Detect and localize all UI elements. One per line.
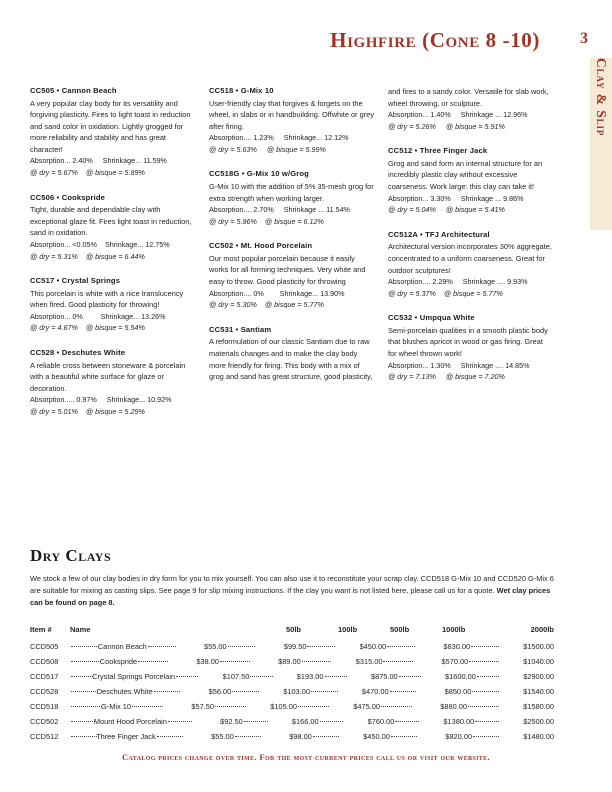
dry-value: @ dry = 5.63% (209, 144, 257, 154)
clay-entry-description: G-Mix 10 with the addition of 5% 35-mesh grog for extra strength when working larger. (209, 181, 374, 203)
row-price-50lb: $38.00 (196, 657, 219, 666)
clay-entry-description: A very popular clay body for its versatility and forgiving plasticity. Fires to light toast in reduction and sand color in oxidation. Lightly grogged for more reliability and stability and has great character! (30, 98, 191, 154)
column-3 (388, 86, 553, 431)
clay-entry-specs (30, 239, 195, 251)
row-name: Three Finger Jack (96, 732, 156, 741)
clay-entry (209, 325, 374, 383)
shrinkage-value: 14.85% (505, 360, 530, 370)
clay-entry (30, 348, 195, 417)
leader-dots (227, 641, 255, 652)
clay-entry-moisture (388, 204, 553, 216)
row-item-number: CCD508 (30, 657, 59, 666)
shrinkage-label: Shrinkage... (283, 133, 323, 143)
column-header-50lb: 50lb (286, 625, 302, 634)
page-title: Highfire (Cone 8 -10) (330, 28, 540, 52)
clay-entry-title: CC532 • Umpqua White (388, 313, 475, 323)
row-price-50lb: $92.50 (220, 717, 243, 726)
dry-clays-intro-text: We stock a few of our clay bodies in dry form for you to mix yourself. You can also use it to reconstitute your scrap clay. CCD518 G-Mix 10 and CCD520 G-Mix 6 are suitable for mixing as casting slips. See page 9 for slip mixing instructions. If the clay you want is not listed here, please call us for a quote. (30, 574, 554, 595)
shrinkage-label: Shrinkage ... (460, 193, 502, 203)
shrinkage-value: 10.92% (147, 395, 172, 405)
row-price-2000lb: $2900.00 (523, 672, 555, 681)
column-1 (30, 86, 195, 431)
row-price-2000lb: $1040.00 (523, 657, 554, 666)
leader-dots (324, 671, 346, 682)
row-price-1000lb: $880.00 (440, 702, 467, 711)
row-price-2000lb: $1500.00 (523, 642, 554, 651)
column-header-2000lb: 2000lb (530, 625, 554, 634)
absorption-value: 1.23% (253, 133, 274, 143)
bisque-value: @ bisque = 5.89% (85, 168, 145, 178)
dry-clays-intro (30, 573, 554, 609)
row-price-2000lb: $2500.00 (523, 717, 555, 726)
clay-entry (30, 276, 195, 334)
shrinkage-label: Shrinkage... (104, 239, 144, 249)
page-header (0, 28, 612, 62)
row-price-100lb: $99.50 (283, 642, 307, 651)
row-price-1000lb: $1600.00 (445, 672, 476, 681)
clay-entry (30, 86, 195, 179)
row-item-number: CCD512 (30, 732, 59, 741)
clay-entry-description: A reformulation of our classic Santiam due to raw materials changes and to make the clay body more friendly for firing. This body with a mix of grog and sand has great structure, good plasticity, (209, 337, 373, 382)
price-table-header-row (30, 625, 554, 634)
row-item-number: CCD502 (30, 717, 59, 726)
leader-dots (468, 656, 498, 667)
leader-dots (301, 656, 331, 667)
section-tab-label: Clay & Slip (594, 58, 609, 137)
dry-value: @ dry = 7.13% (388, 372, 436, 382)
shrinkage-label: Shrinkage ... (283, 205, 325, 215)
absorption-label: Absorption... (388, 360, 429, 370)
absorption-label: Absorption... (388, 193, 429, 203)
row-price-100lb: $166.00 (291, 717, 319, 726)
absorption-label: Absorption.... (388, 277, 431, 287)
table-row (30, 656, 554, 667)
dry-value: @ dry = 5.04% (388, 205, 436, 215)
leader-dots (390, 731, 416, 742)
bisque-value: @ bisque = 5.29% (85, 406, 145, 416)
absorption-value: 1.30% (430, 360, 451, 370)
clay-entry-moisture (388, 121, 553, 133)
clay-entry-title: CC518G • G-Mix 10 w/Grog (209, 169, 309, 179)
dry-clays-heading: Dry Clays (30, 546, 112, 565)
dry-value: @ dry = 4.67% (30, 323, 78, 333)
shrinkage-value: 9.93% (507, 277, 528, 287)
column-header-100lb: 100lb (338, 625, 358, 634)
clay-entry-description: Tight, durable and dependable clay with exceptional glaze fit. Fires light toast in reduction, sand in oxidation. (30, 205, 192, 238)
clay-entry (388, 230, 553, 299)
clay-entry (209, 169, 374, 227)
row-price-2000lb: $1580.00 (523, 702, 554, 711)
leader-dots (70, 731, 96, 742)
clay-entry-title: CC506 • Cookspride (30, 192, 105, 202)
clay-entry-specs (209, 132, 374, 144)
clay-entry-moisture (388, 288, 553, 300)
shrinkage-label: Shrinkage ... (460, 110, 502, 120)
leader-dots (389, 686, 416, 697)
leader-dots (398, 671, 420, 682)
page-number: 3 (580, 30, 588, 47)
row-item-number: CCD505 (30, 642, 59, 651)
dry-value: @ dry = 5.96% (209, 216, 257, 226)
shrinkage-value: 9.86% (503, 193, 524, 203)
absorption-label: Absorption..... (30, 395, 75, 405)
row-name: Crystal Springs Porcelain (92, 672, 176, 681)
bisque-value: @ bisque = 5.77% (443, 288, 503, 298)
leader-dots (147, 641, 175, 652)
leader-dots (219, 656, 249, 667)
column-header-1000lb: 1000lb (442, 625, 466, 634)
clay-entry (209, 86, 374, 155)
leader-dots (214, 701, 245, 712)
clay-entry-title: CC528 • Deschutes White (30, 348, 126, 357)
row-price-1000lb: $820.00 (445, 732, 472, 741)
leader-dots (297, 701, 328, 712)
clay-entry-title: CC518 • G-Mix 10 (209, 86, 274, 95)
leader-dots (243, 716, 267, 727)
clay-entry-specs (30, 311, 195, 323)
leader-dots (70, 686, 97, 697)
row-name: Cookspride (99, 657, 138, 666)
clay-entry-title: CC512A • TFJ Architectural (388, 229, 490, 239)
row-item-number: CCD528 (30, 687, 59, 696)
leader-dots (380, 701, 411, 712)
dry-value: @ dry = 5.26% (388, 121, 436, 131)
leader-dots (471, 686, 498, 697)
dry-value: @ dry = 5.31% (30, 251, 78, 261)
bisque-value: @ bisque = 6.44% (85, 251, 145, 261)
row-price-100lb: $103.00 (283, 687, 310, 696)
absorption-value: 2.40% (72, 156, 93, 166)
leader-dots (137, 656, 167, 667)
shrinkage-value: 11.59% (143, 156, 167, 166)
leader-dots (319, 716, 343, 727)
leader-dots (386, 641, 414, 652)
table-row (30, 731, 554, 742)
bisque-value: @ bisque = 5.99% (266, 144, 326, 154)
clay-entry-title: CC517 • Crystal Springs (30, 276, 121, 286)
clay-entry-specs (388, 109, 553, 121)
clay-entry-specs (209, 204, 374, 216)
row-price-50lb: $56.00 (208, 687, 232, 696)
section-tab (590, 58, 612, 230)
leader-dots (382, 656, 412, 667)
clay-entry-moisture (209, 216, 374, 228)
bisque-value: @ bisque = 5.91% (445, 121, 505, 131)
table-row (30, 641, 554, 652)
absorption-label: Absorption.... (209, 288, 252, 298)
clay-entry (388, 313, 553, 382)
absorption-value: <0.05% (72, 239, 97, 249)
bisque-value: @ bisque = 6.12% (264, 216, 324, 226)
dry-clays-intro-bold: Wet clay prices can be found on page 8. (30, 586, 551, 607)
shrinkage-label: Shrinkage... (100, 311, 140, 321)
bisque-value: @ bisque = 5.54% (85, 323, 145, 333)
shrinkage-label: Shrinkage .... (462, 277, 506, 287)
leader-dots (70, 701, 101, 712)
clay-entry-description: A reliable cross between stoneware & porcelain with a beautiful white surface for glaze or decoration. (30, 360, 186, 393)
header-spacer (210, 625, 286, 634)
dry-clays-section (30, 546, 554, 746)
row-price-500lb: $875.00 (370, 672, 398, 681)
column-header-item: Item # (30, 625, 52, 634)
leader-dots (394, 716, 418, 727)
row-price-1000lb: $850.00 (444, 687, 472, 696)
dry-value: @ dry = 5.30% (209, 300, 257, 310)
leader-dots (310, 686, 337, 697)
table-row (30, 671, 554, 682)
absorption-value: 0% (253, 288, 264, 298)
absorption-value: 3.30% (430, 193, 451, 203)
row-price-50lb: $57.50 (191, 702, 214, 711)
price-table (30, 625, 554, 742)
dry-value: @ dry = 5.37% (388, 288, 436, 298)
leader-dots (167, 716, 191, 727)
shrinkage-value: 12.96% (503, 110, 528, 120)
leader-dots (467, 701, 498, 712)
row-price-500lb: $315.00 (355, 657, 383, 666)
row-price-1000lb: $570.00 (441, 657, 469, 666)
absorption-value: 0.97% (76, 395, 97, 405)
row-name: Deschutes White (96, 687, 153, 696)
row-price-500lb: $760.00 (367, 717, 395, 726)
page-footer: Catalog prices change over time. For the most current prices call us or visit our website. (122, 752, 490, 762)
row-price-500lb: $475.00 (353, 702, 380, 711)
row-item-number: CCD518 (30, 702, 59, 711)
clay-entry-title: CC505 • Cannon Beach (30, 86, 117, 95)
absorption-value: 2.29% (432, 277, 453, 287)
row-price-100lb: $105.00 (270, 702, 297, 711)
leader-dots (306, 641, 334, 652)
clay-entry-title: CC531 • Santiam (209, 324, 272, 334)
clay-entry-description: Semi-porcelain qualities in a smooth plastic body that blushes apricot in wood or gas firing. Great for wheel thrown work! (388, 325, 548, 358)
clay-entry-specs (388, 360, 553, 372)
bisque-value: @ bisque = 5.77% (264, 300, 324, 310)
clay-entry-moisture (209, 144, 374, 156)
clay-entry-moisture (388, 371, 553, 383)
row-price-500lb: $450.00 (363, 732, 390, 741)
clay-entry-moisture (209, 299, 374, 311)
clay-entry-specs (30, 155, 195, 167)
row-price-500lb: $470.00 (361, 687, 389, 696)
leader-dots (70, 671, 92, 682)
leader-dots (476, 671, 498, 682)
absorption-value: 0% (72, 311, 83, 321)
row-price-1000lb: $1380.00 (443, 717, 475, 726)
shrinkage-value: 13.26% (141, 311, 166, 321)
clay-entry-description: Our most popular porcelain because it easily works for all forming techniques. Very white and easy to throw. Good plasticity for throwing (209, 253, 366, 287)
shrinkage-label: Shrinkage... (106, 395, 146, 405)
shrinkage-label: Shrinkage .... (460, 360, 504, 370)
clay-entry-moisture (30, 406, 195, 418)
row-price-50lb: $55.00 (203, 642, 227, 651)
absorption-value: 2.70% (253, 205, 274, 215)
shrinkage-value: 12.75% (145, 239, 170, 249)
column-header-name: Name (70, 625, 91, 634)
table-row (30, 701, 554, 712)
absorption-value: 1.40% (430, 110, 451, 120)
dry-value: @ dry = 5.67% (30, 168, 78, 178)
clay-entry-moisture (30, 167, 195, 179)
leader-dots (231, 686, 258, 697)
leader-dots (70, 716, 94, 727)
absorption-label: Absorption... (30, 311, 71, 321)
row-price-500lb: $450.00 (359, 642, 387, 651)
leader-dots (312, 731, 338, 742)
leader-dots (156, 731, 182, 742)
clay-entry-title: CC502 • Mt. Hood Porcelain (209, 241, 313, 251)
absorption-label: Absorption... (30, 156, 71, 166)
clay-entry-specs (388, 276, 553, 288)
clay-entry-moisture (30, 251, 195, 263)
leader-dots (70, 641, 98, 652)
shrinkage-value: 11.54% (326, 205, 350, 215)
clay-entry (209, 241, 374, 310)
shrinkage-value: 12.12% (324, 133, 349, 143)
clay-entry (30, 193, 195, 262)
column-2 (209, 86, 374, 431)
leader-dots (474, 716, 498, 727)
clay-entry-specs (209, 288, 374, 300)
leader-dots (249, 671, 271, 682)
clay-entry-title: CC512 • Three Finger Jack (388, 146, 488, 156)
dry-value: @ dry = 5.01% (30, 406, 78, 416)
table-row (30, 686, 554, 697)
clay-entry-description: Grog and sand form an internal structure for an incredibly plastic clay without excessive coarseness. Work large: this clay can take it! (388, 158, 543, 192)
row-price-100lb: $98.00 (289, 732, 312, 741)
clay-entry-continuation (388, 86, 553, 132)
clay-entry-description: This porcelain is white with a nice translucency when fired. Good plasticity for throwing! (30, 288, 184, 310)
row-name: G-Mix 10 (101, 702, 131, 711)
clay-entry-description: Architectural version incorporates 30% aggregate, concentrated to a uniform coarseness. Great for outdoor sculptures! (388, 242, 552, 275)
row-price-50lb: $107.50 (222, 672, 250, 681)
shrinkage-label: Shrinkage... (279, 288, 319, 298)
leader-dots (175, 671, 197, 682)
bisque-value: @ bisque = 5.41% (445, 205, 505, 215)
clay-body-columns (30, 86, 554, 431)
row-name: Cannon Beach (97, 642, 147, 651)
bisque-value: @ bisque = 7.20% (445, 372, 505, 382)
absorption-label: Absorption.... (209, 133, 252, 143)
leader-dots (470, 641, 498, 652)
clay-entry-specs (30, 394, 195, 406)
clay-entry-specs (388, 193, 553, 205)
clay-entry-description: User-friendly clay that forgives & forgets on the wheel, in slabs or in handbuilding. Offwhite or grey after firing. (209, 98, 375, 131)
leader-dots (70, 656, 100, 667)
row-price-100lb: $89.00 (278, 657, 301, 666)
leader-dots (131, 701, 162, 712)
leader-dots (234, 731, 260, 742)
row-item-number: CCD517 (30, 672, 59, 681)
row-price-100lb: $193.00 (296, 672, 324, 681)
absorption-label: Absorption.... (209, 205, 252, 215)
column-header-500lb: 500lb (390, 625, 410, 634)
continuation-text: and fires to a sandy color. Versatile for slab work, wheel throwing, or sculpture. (388, 87, 549, 108)
row-price-1000lb: $830.00 (443, 642, 471, 651)
table-row (30, 716, 554, 727)
row-price-2000lb: $1540.00 (523, 687, 554, 696)
row-price-50lb: $55.00 (211, 732, 234, 741)
shrinkage-label: Shrinkage... (102, 156, 142, 166)
leader-dots (472, 731, 498, 742)
clay-entry-moisture (30, 322, 195, 334)
row-price-2000lb: $1480.00 (523, 732, 555, 741)
row-name: Mount Hood Porcelain (93, 717, 167, 726)
absorption-label: Absorption... (30, 239, 71, 249)
shrinkage-value: 13.90% (320, 288, 345, 298)
clay-entry (388, 146, 553, 215)
absorption-label: Absorption... (388, 110, 429, 120)
leader-dots (153, 686, 180, 697)
